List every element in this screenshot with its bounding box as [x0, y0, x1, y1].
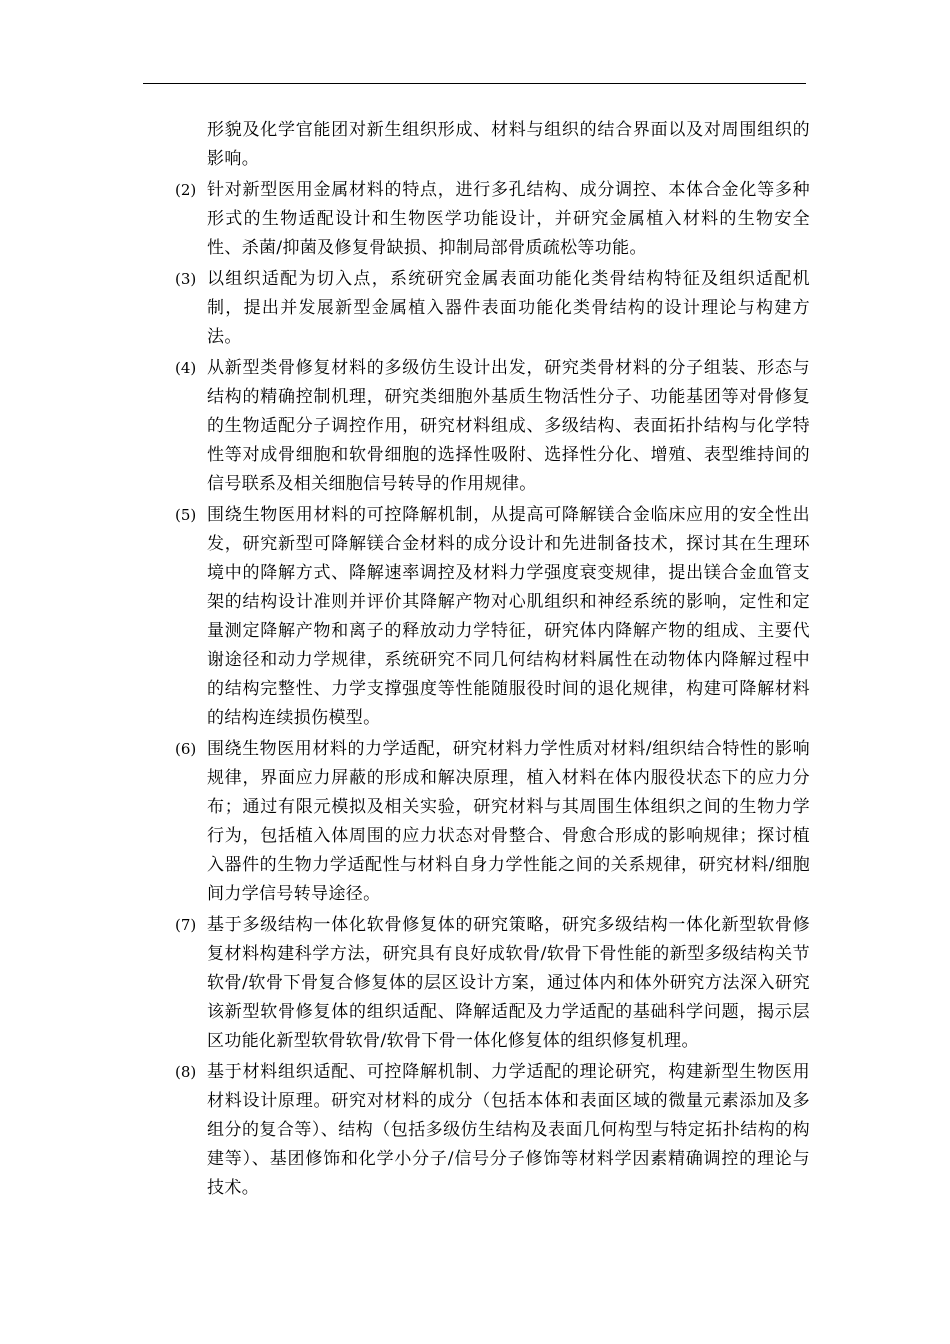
body-text — [143, 116, 810, 1203]
item-text: 从新型类骨修复材料的多级仿生设计出发，研究类骨材料的分子组装、形态与结构的精确控制机理，研究类细胞外基质生物活性分子、功能基团等对骨修复的生物适配分子调控作用，研究材料组成、多级结构、表面拓扑结构与化学特性等对成骨细胞和软骨细胞的选择性吸附、选择性分化、增殖、表型维持间的信号联系及相关细胞信号转导的作用规律。 — [207, 358, 810, 494]
item-text: 针对新型医用金属材料的特点，进行多孔结构、成分调控、本体合金化等多种形式的生物适配设计和生物医学功能设计，并研究金属植入材料的生物安全性、杀菌/抑菌及修复骨缺损、抑制局部骨质疏松等功能。 — [207, 180, 810, 258]
item-text: 以组织适配为切入点，系统研究金属表面功能化类骨结构特征及组织适配机制，提出并发展新型金属植入器件表面功能化类骨结构的设计理论与构建方法。 — [207, 269, 810, 347]
item-text: 基于材料组织适配、可控降解机制、力学适配的理论研究，构建新型生物医用材料设计原理。研究对材料的成分（包括本体和表面区域的微量元素添加及多组分的复合等）、结构（包括多级仿生结构及表面几何构型与特定拓扑结构的构建等）、基团修饰和化学小分子/信号分子修饰等材料学因素精确调控的理论与技术。 — [207, 1062, 810, 1198]
list-item-3 — [143, 265, 810, 352]
intro-paragraph: 形貌及化学官能团对新生组织形成、材料与组织的结合界面以及对周围组织的影响。 — [207, 120, 810, 169]
item-number: (2) — [175, 181, 197, 199]
item-number: (6) — [175, 740, 197, 758]
item-number: (4) — [175, 359, 197, 377]
item-number: (5) — [175, 506, 197, 524]
list-item-8 — [143, 1058, 810, 1203]
item-number: (3) — [175, 270, 197, 288]
item-text: 基于多级结构一体化软骨修复体的研究策略，研究多级结构一体化新型软骨修复材料构建科学方法，研究具有良好成软骨/软骨下骨性能的新型多级结构关节软骨/软骨下骨复合修复体的层区设计方案，通过体内和体外研究方法深入研究该新型软骨修复体的组织适配、降解适配及力学适配的基础科学问题，揭示层区功能化新型软骨软骨/软骨下骨一体化修复体的组织修复机理。 — [207, 915, 810, 1051]
item-number: (7) — [175, 916, 197, 934]
list-item-5 — [143, 501, 810, 733]
item-text: 围绕生物医用材料的力学适配，研究材料力学性质对材料/组织结合特性的影响规律，界面应力屏蔽的形成和解决原理，植入材料在体内服役状态下的应力分布；通过有限元模拟及相关实验，研究材料与其周围生体组织之间的生物力学行为，包括植入体周围的应力状态对骨整合、骨愈合形成的影响规律；探讨植入器件的生物力学适配性与材料自身力学性能之间的关系规律，研究材料/细胞间力学信号转导途径。 — [207, 739, 810, 904]
item-text: 围绕生物医用材料的可控降解机制，从提高可降解镁合金临床应用的安全性出发，研究新型可降解镁合金材料的成分设计和先进制备技术，探讨其在生理环境中的降解方式、降解速率调控及材料力学强度衰变规律，提出镁合金血管支架的结构设计准则并评价其降解产物对心肌组织和神经系统的影响，定性和定量测定降解产物和离子的释放动力学特征，研究体内降解产物的组成、主要代谢途径和动力学规律，系统研究不同几何结构材料属性在动物体内降解过程中的结构完整性、力学支撑强度等性能随服役时间的退化规律，构建可降解材料的结构连续损伤模型。 — [207, 505, 810, 728]
list-item-2 — [143, 176, 810, 263]
list-item-4 — [143, 354, 810, 499]
list-item-7 — [143, 911, 810, 1056]
item-number: (8) — [175, 1063, 197, 1081]
header-rule — [143, 83, 806, 84]
list-item-6 — [143, 735, 810, 909]
